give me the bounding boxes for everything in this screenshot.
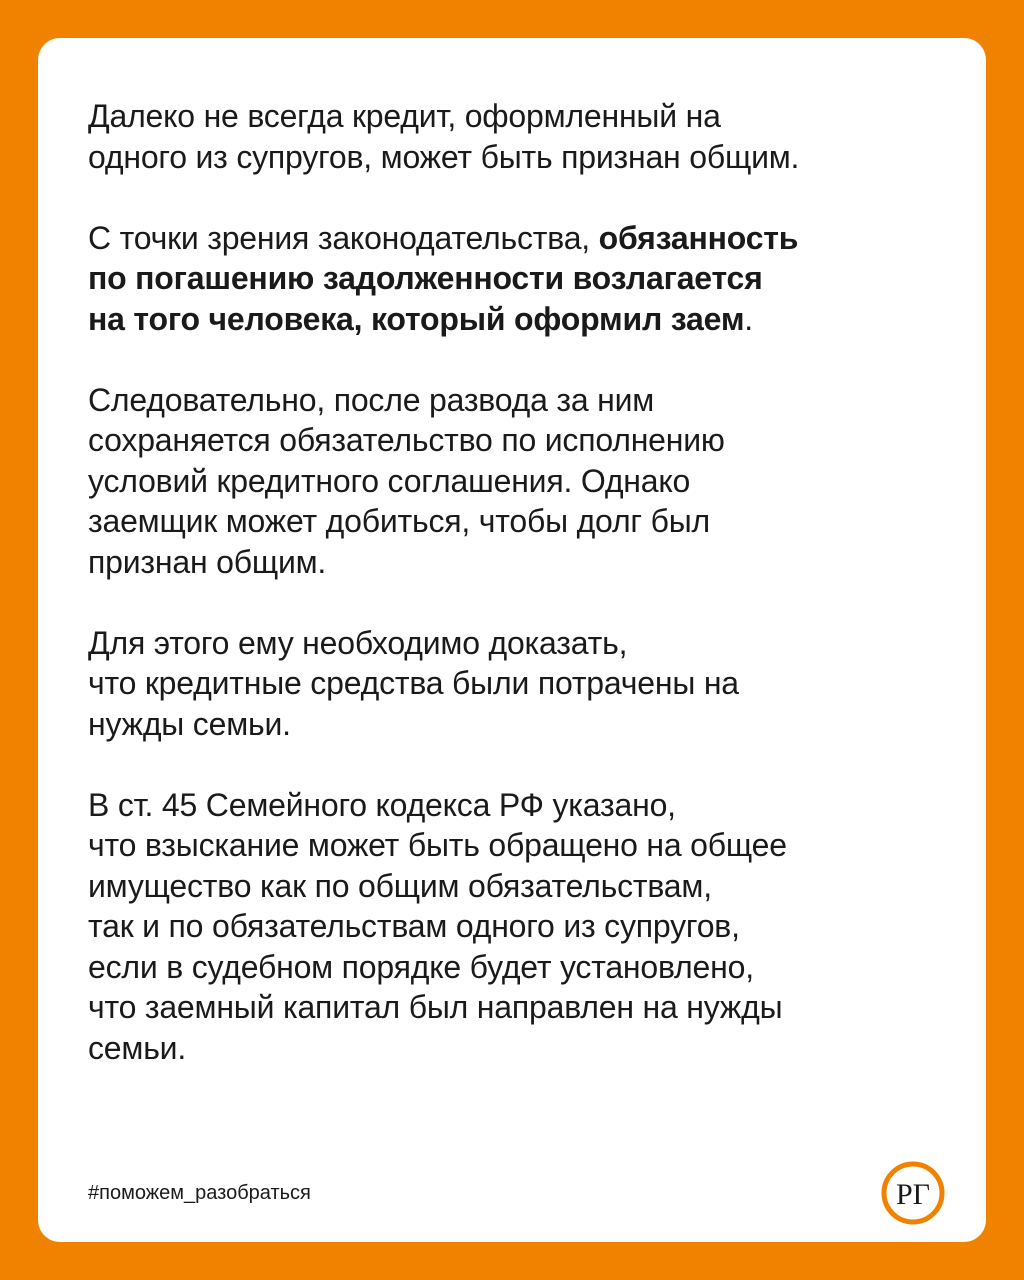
rg-logo-icon — [880, 1160, 946, 1226]
paragraph-3: Следовательно, после развода за ним сохраняется обязательство по исполнению условий кредитного соглашения. Однако заемщик может добиться, чтобы долг был признан общим. — [88, 381, 725, 580]
paragraph-5: В ст. 45 Семейного кодекса РФ указано, что взыскание может быть обращено на общее имущество как по общим обязательствам, так и по обязательствам одного из супругов, если в судебном порядке будет установлено, что заемный капитал был направлен на нужды семьи. — [88, 786, 787, 1066]
paragraph-1: Далеко не всегда кредит, оформленный на одного из супругов, может быть признан общим. — [88, 98, 800, 175]
paragraph-2-start: С точки зрения законодательства, — [88, 219, 599, 256]
logo-text: РГ — [895, 1178, 931, 1211]
paragraph-4: Для этого ему необходимо доказать, что кредитные средства были потрачены на нужды семьи. — [88, 624, 739, 742]
paragraph-2-end: . — [744, 300, 753, 337]
hashtag: #поможем_разобраться — [88, 1182, 311, 1204]
paragraph-2-bold: обязанность по погашению задолженности возлагается на того человека, который оформил заем — [88, 219, 799, 337]
content-card — [38, 38, 986, 1242]
paragraph-2 — [88, 218, 948, 340]
article-text — [88, 96, 948, 1068]
